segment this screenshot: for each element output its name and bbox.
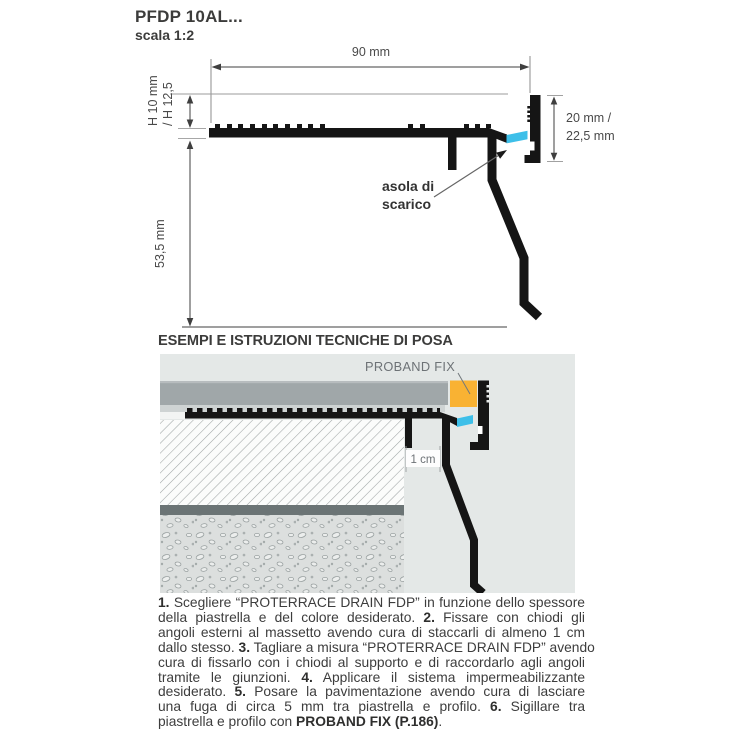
- tray-teeth: [215, 124, 491, 128]
- dimension-lines: [170, 56, 563, 327]
- section-heading: ESEMPI E ISTRUZIONI TECNICHE DI POSA: [158, 333, 453, 349]
- instruction-line: piastrella e profilo con PROBAND FIX (P.186).: [158, 714, 443, 730]
- sealant-block: [450, 381, 477, 408]
- technical-drawing: [0, 0, 735, 345]
- instruction-line: angoli esterni al massetto avendo cura di staccarli di almeno 1 cm: [158, 624, 585, 640]
- dimension-labels: [146, 45, 615, 268]
- gap-label: 1 cm: [410, 454, 436, 466]
- installation-illustration: [160, 354, 575, 593]
- width-dim-label: 90 mm: [351, 45, 391, 59]
- adhesive-edge: [160, 412, 185, 419]
- gap-callout: [406, 446, 440, 472]
- height-dim-label-1: H 10 mm: [146, 75, 160, 126]
- instruction-line: cura di fissarlo con i chiodi al supporto e di raccordarlo agli angoli: [158, 654, 585, 670]
- instruction-line: tramite le giunzioni. 4. Applicare il sistema impermeabilizzante: [158, 669, 585, 685]
- drain-slot: [457, 415, 473, 427]
- drain-slot: [507, 131, 528, 144]
- concrete-layer: [160, 515, 404, 593]
- tile-layer: [160, 381, 448, 405]
- right-dim-label-1: 20 mm /: [566, 111, 612, 125]
- right-dim-label-2: 22,5 mm: [566, 129, 615, 143]
- membrane-layer: [160, 505, 404, 515]
- instruction-line: della piastrella e del colore desiderato. 2. Fissare con chiodi gli: [158, 609, 585, 625]
- proband-label: PROBAND FIX: [365, 359, 456, 374]
- instruction-line: desiderato. 5. Posare la pavimentazione avendo cura di lasciare: [158, 684, 585, 700]
- slot-label-1: asola di: [382, 178, 435, 194]
- drop-dim-label: 53,5 mm: [153, 219, 167, 268]
- instruction-line: 1. Scegliere “PROTERRACE DRAIN FDP” in funzione dello spessore: [158, 595, 585, 610]
- instructions-text: [158, 595, 595, 730]
- slot-label-2: scarico: [382, 196, 432, 212]
- drawing-scale: scala 1:2: [135, 27, 195, 43]
- profile-cross-section: [209, 95, 541, 317]
- height-dim-label-2: / H 12,5: [161, 82, 175, 126]
- flange-serration: [527, 106, 530, 122]
- instruction-line: dallo stesso. 3. Tagliare a misura “PROTERRACE DRAIN FDP” avendo: [158, 639, 595, 655]
- page-title: PFDP 10AL...: [135, 7, 243, 26]
- installation-svg: [160, 354, 575, 593]
- screed-hatch: [160, 420, 404, 505]
- instruction-line: una fuga di circa 5 mm tra piastrella e profilo. 6. Sigillare tra: [158, 699, 585, 715]
